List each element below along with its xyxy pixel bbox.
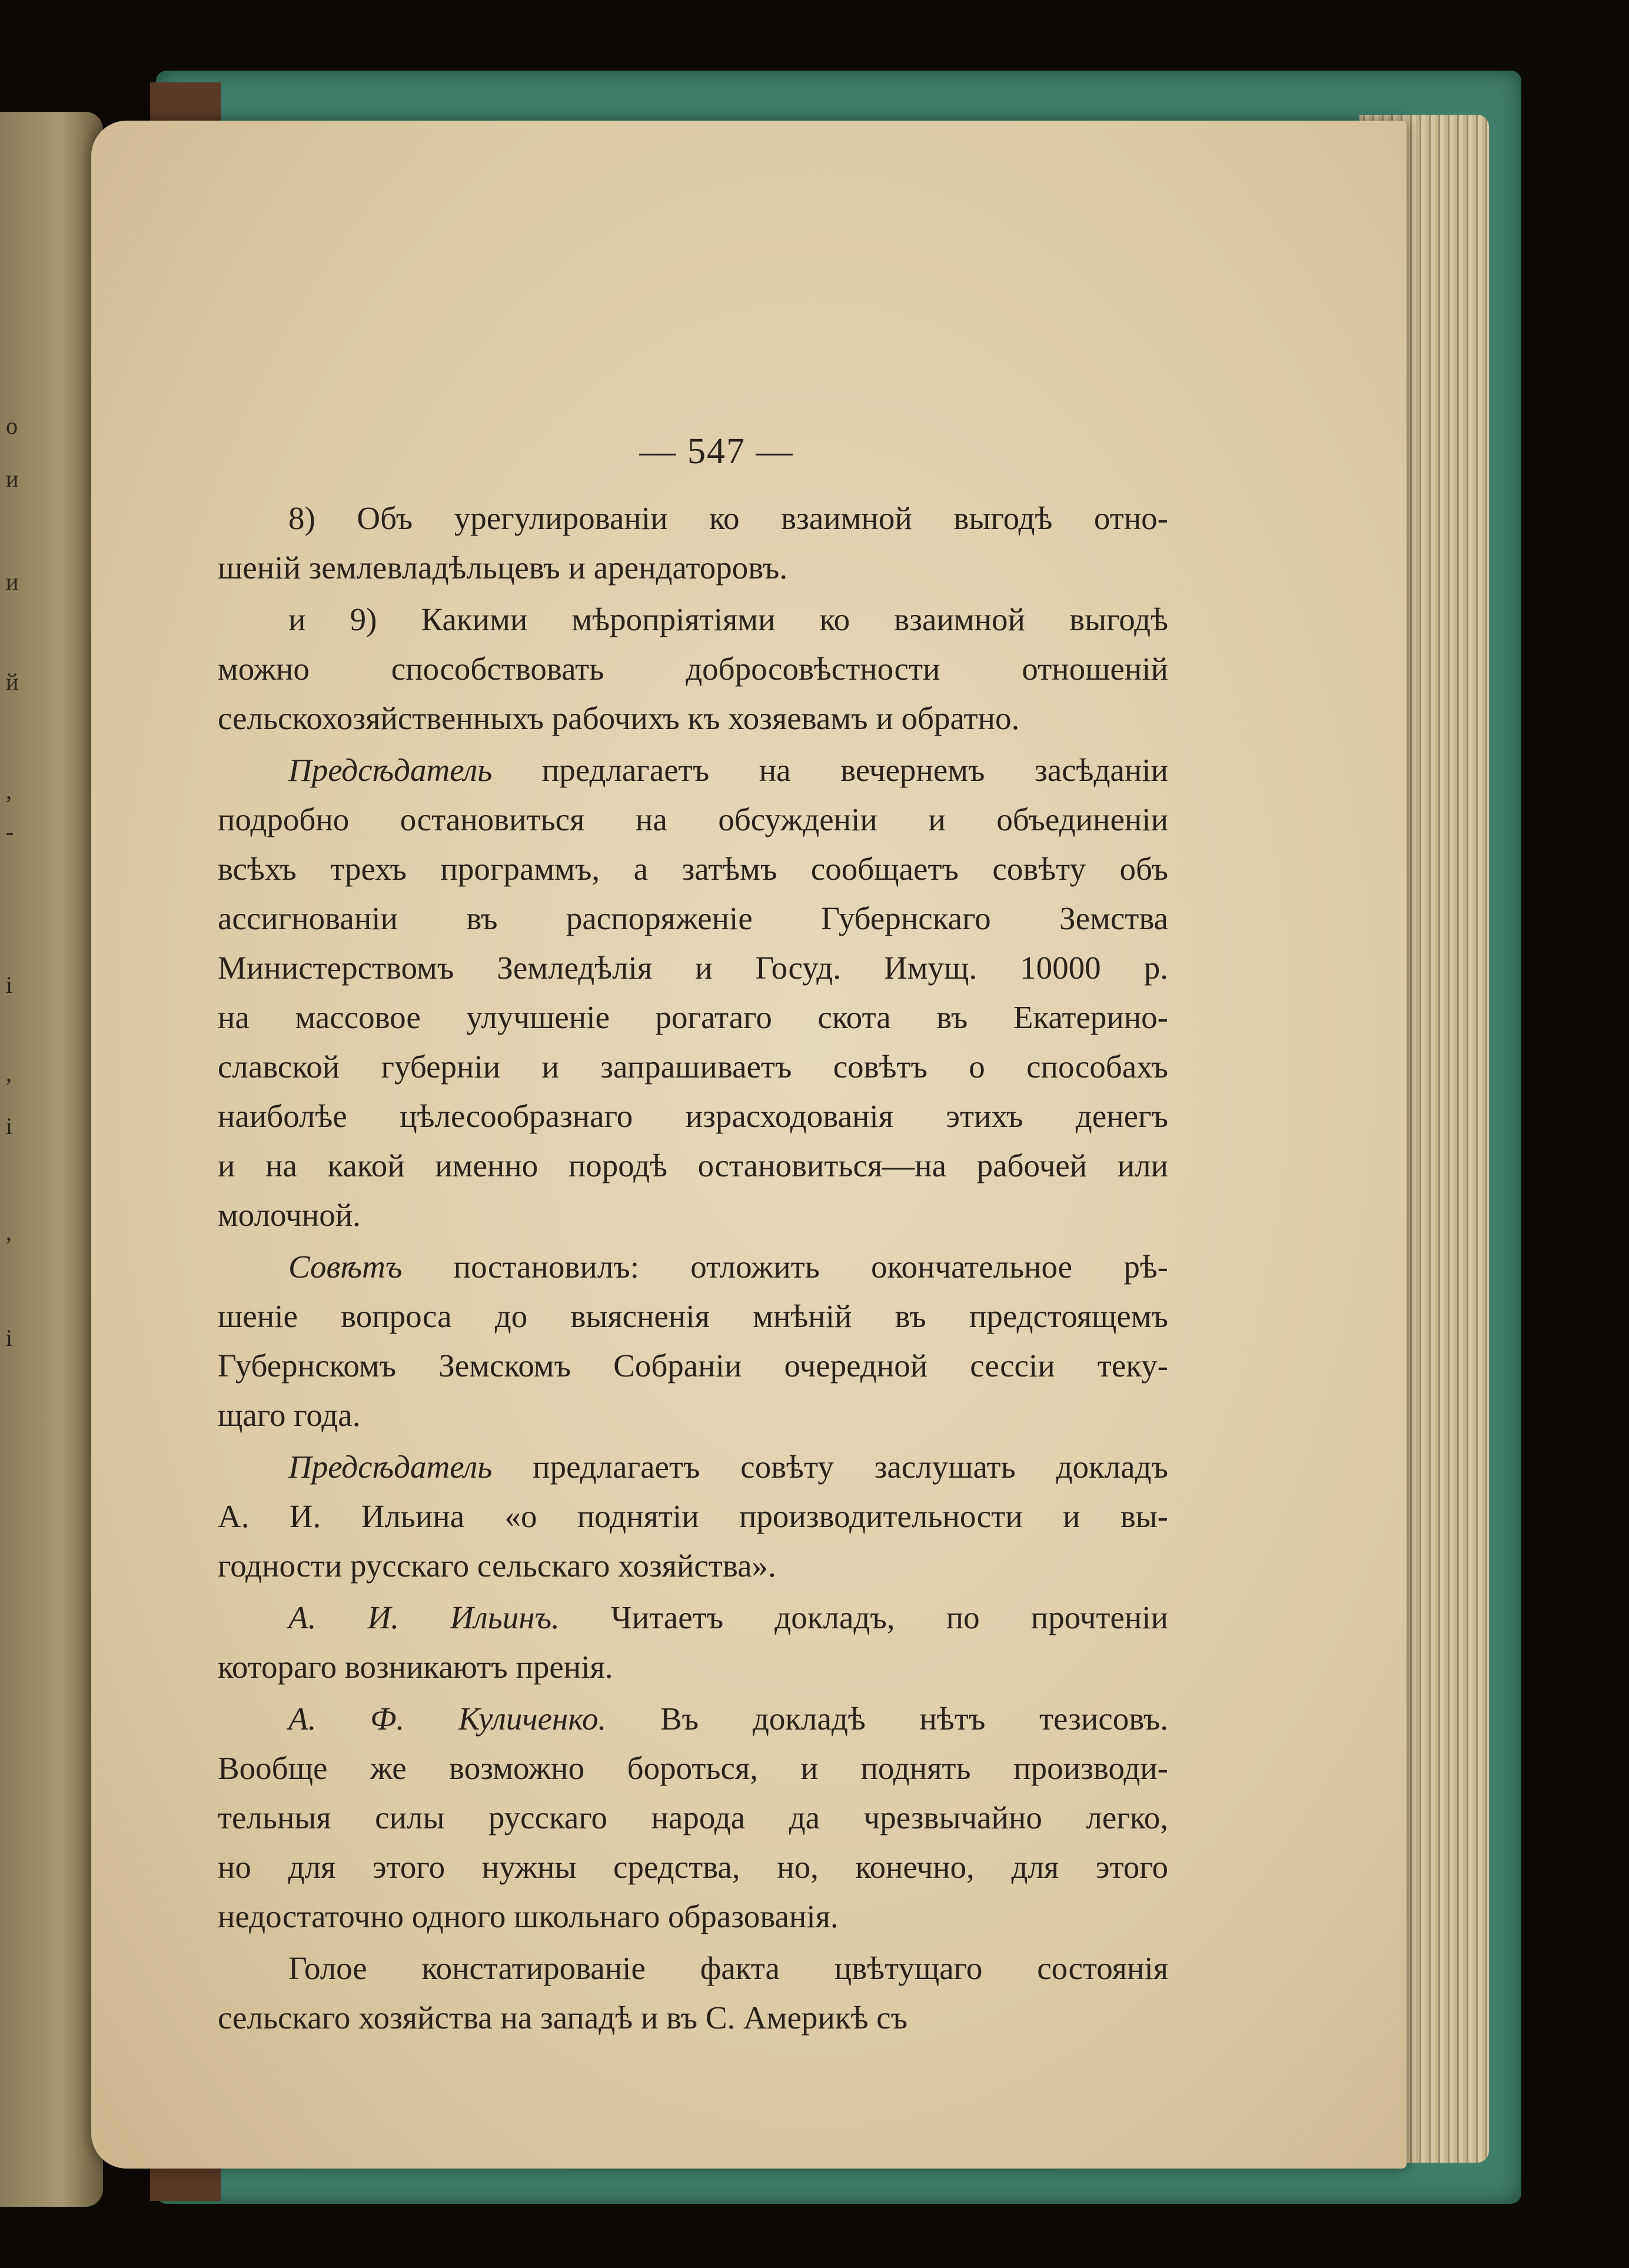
- line-text: предлагаетъ на вечернемъ засѣданіи: [492, 752, 1168, 788]
- speaker-name: Предсѣдатель: [288, 752, 493, 788]
- book-page: [91, 121, 1407, 2169]
- line-text: Голое констатированіе факта цвѣтущаго состоянія: [288, 1950, 1168, 1986]
- text-line: [218, 1042, 1168, 1092]
- margin-fragment: ,: [6, 777, 12, 804]
- margin-fragment: и: [6, 465, 19, 492]
- line-text: славской губерніи и запрашиваетъ совѣтъ о способахъ: [218, 1049, 1168, 1085]
- paragraph: [218, 494, 1168, 593]
- line-text: годности русскаго сельскаго хозяйства».: [218, 1548, 776, 1584]
- text-line: [218, 1242, 1168, 1292]
- line-text: щаго года.: [218, 1397, 361, 1433]
- text-line: [218, 1442, 1168, 1492]
- line-text: подробно остановиться на обсужденіи и объединеніи: [218, 802, 1168, 837]
- text-line: [218, 543, 1168, 593]
- margin-fragment: і: [6, 1325, 13, 1351]
- text-line: [218, 746, 1168, 795]
- line-text: можно способствовать добросовѣстности отношеній: [218, 651, 1168, 687]
- paragraph: [218, 1694, 1168, 1941]
- paragraph: [218, 1442, 1168, 1591]
- line-text: но для этого нужны средства, но, конечно, для этого: [218, 1849, 1168, 1885]
- text-line: [218, 1391, 1168, 1440]
- paragraph: [218, 1242, 1168, 1440]
- margin-fragment: і: [6, 1113, 13, 1139]
- text-line: [218, 1993, 1168, 2043]
- speaker-name: Совѣтъ: [288, 1249, 403, 1285]
- speaker-name: А. Ф. Куличенко.: [288, 1701, 607, 1737]
- text-line: [218, 1541, 1168, 1591]
- text-line: [218, 644, 1168, 694]
- adjacent-page-edge: [0, 112, 103, 2207]
- paragraph-list: [218, 494, 1168, 2043]
- text-line: [218, 1642, 1168, 1692]
- line-text: сельскохозяйственныхъ рабочихъ къ хозяевамъ и обратно.: [218, 700, 1020, 736]
- text-line: [218, 993, 1168, 1042]
- page-number: — 547 —: [639, 431, 794, 471]
- line-text: Вообще же возможно бороться, и поднять производи-: [218, 1750, 1168, 1786]
- text-line: [218, 1341, 1168, 1391]
- margin-fragment: і: [6, 972, 13, 998]
- speaker-name: Предсѣдатель: [288, 1449, 493, 1485]
- line-text: ассигнованіи въ распоряженіе Губернскаго Земства: [218, 900, 1168, 936]
- text-line: [218, 1190, 1168, 1240]
- margin-fragment: ,: [6, 1219, 12, 1245]
- margin-fragment: -: [6, 819, 14, 845]
- speaker-name: А. И. Ильинъ.: [288, 1599, 560, 1635]
- line-text: всѣхъ трехъ программъ, а затѣмъ сообщаетъ совѣту объ: [218, 851, 1168, 887]
- text-line: [218, 894, 1168, 943]
- line-text: и на какой именно породѣ остановиться—на рабочей или: [218, 1148, 1168, 1183]
- line-text: постановилъ: отложить окончательное рѣ-: [402, 1249, 1168, 1285]
- text-line: [218, 494, 1168, 543]
- line-text: на массовое улучшеніе рогатаго скота въ Екатерино-: [218, 999, 1168, 1035]
- text-line: [218, 1492, 1168, 1541]
- text-line: [218, 1892, 1168, 1941]
- line-text: молочной.: [218, 1197, 361, 1233]
- text-line: [218, 1292, 1168, 1341]
- margin-fragment: ,: [6, 1060, 12, 1086]
- line-text: шеніе вопроса до выясненія мнѣній въ предстоящемъ: [218, 1298, 1168, 1334]
- margin-fragment: и: [6, 568, 19, 595]
- line-text: шеній землевладѣльцевъ и арендаторовъ.: [218, 550, 788, 586]
- line-text: Губернскомъ Земскомъ Собраніи очередной сессіи теку-: [218, 1348, 1168, 1384]
- text-line: [218, 844, 1168, 894]
- margin-fragment: о: [6, 413, 18, 439]
- page-text: [218, 427, 1168, 2045]
- line-text: недостаточно одного школьнаго образованія.: [218, 1898, 839, 1934]
- line-text: предлагаетъ совѣту заслушать докладъ: [492, 1449, 1168, 1485]
- paragraph: [218, 746, 1168, 1240]
- line-text: тельныя силы русскаго народа да чрезвычайно легко,: [218, 1800, 1168, 1835]
- line-text: котораго возникаютъ пренія.: [218, 1649, 613, 1685]
- line-text: Министерствомъ Земледѣлія и Госуд. Имущ. 10000 р.: [218, 950, 1168, 986]
- paragraph: [218, 595, 1168, 743]
- text-line: [218, 795, 1168, 844]
- line-text: 8) Объ урегулированіи ко взаимной выгодѣ отно-: [288, 500, 1168, 536]
- text-line: [218, 1944, 1168, 1993]
- paragraph: [218, 1593, 1168, 1692]
- text-line: [218, 1092, 1168, 1141]
- text-line: [218, 943, 1168, 993]
- text-line: [218, 1744, 1168, 1793]
- line-text: наиболѣе цѣлесообразнаго израсходованія этихъ денегъ: [218, 1098, 1168, 1134]
- paragraph: [218, 1944, 1168, 2043]
- line-text: сельскаго хозяйства на западѣ и въ С. Америкѣ съ: [218, 2000, 908, 2036]
- text-line: [218, 1843, 1168, 1892]
- text-line: [218, 1141, 1168, 1190]
- text-line: [218, 694, 1168, 743]
- margin-fragment: й: [6, 669, 19, 695]
- text-line: [218, 595, 1168, 644]
- line-text: А. И. Ильина «о поднятіи производительности и вы-: [218, 1498, 1168, 1534]
- line-text: Въ докладѣ нѣтъ тезисовъ.: [606, 1701, 1168, 1737]
- line-text: Читаетъ докладъ, по прочтеніи: [559, 1599, 1168, 1635]
- text-line: [218, 1593, 1168, 1642]
- text-line: [218, 1793, 1168, 1843]
- line-text: и 9) Какими мѣропріятіями ко взаимной выгодѣ: [288, 601, 1168, 637]
- text-line: [218, 1694, 1168, 1744]
